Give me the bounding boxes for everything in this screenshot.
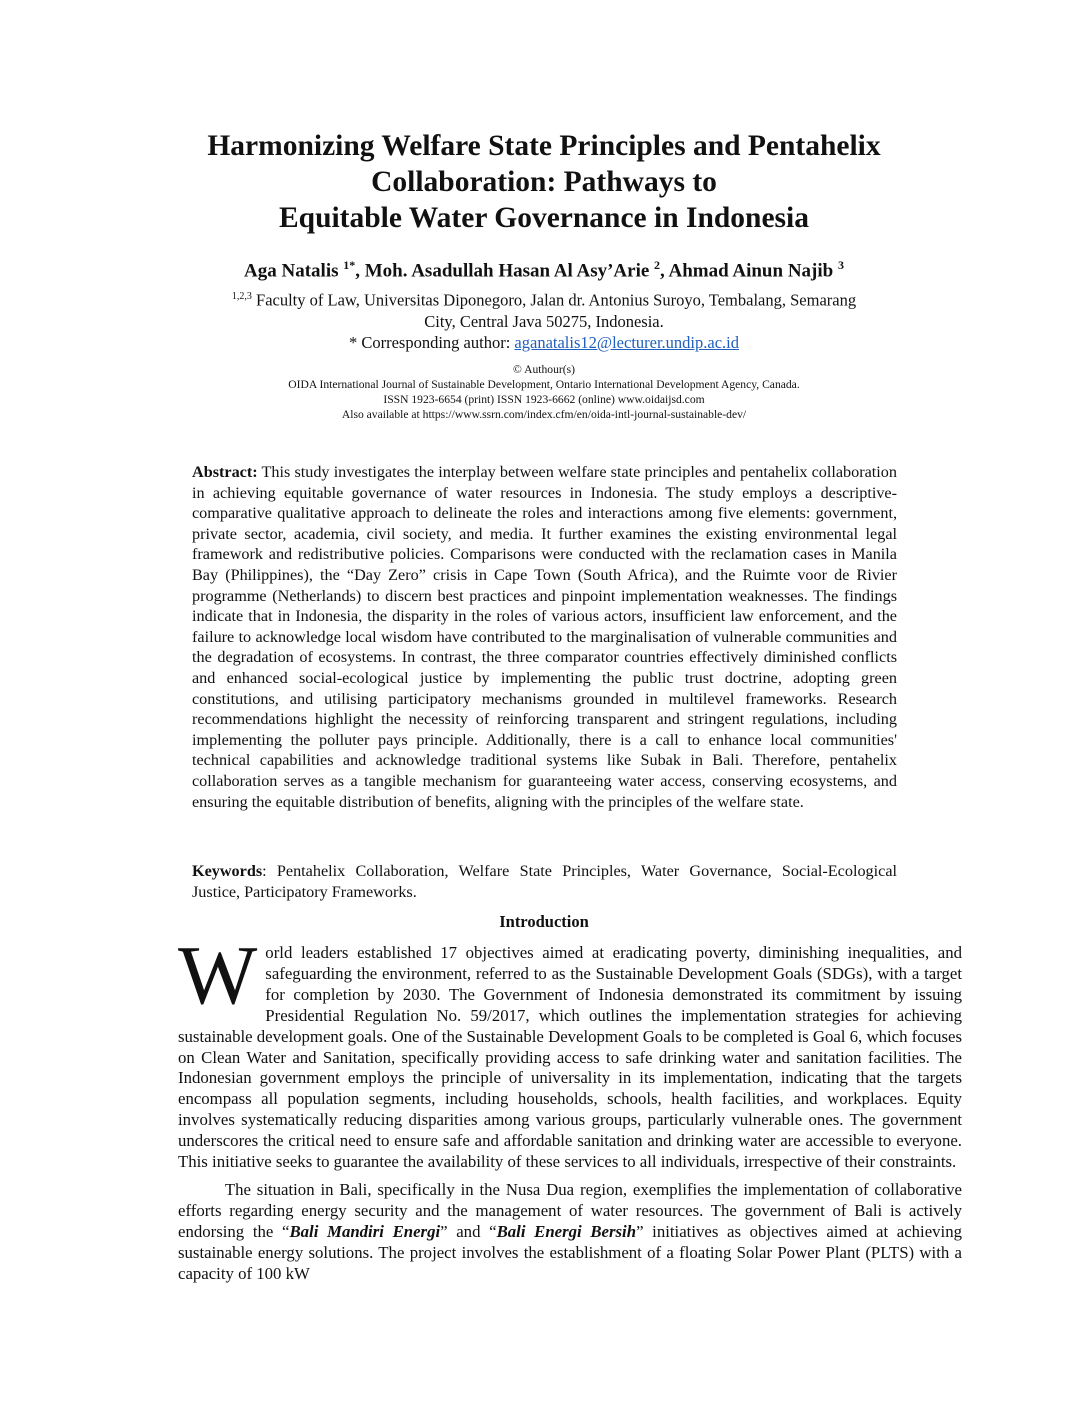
title-line: Collaboration: Pathways to: [371, 166, 717, 198]
section-heading: Introduction: [499, 912, 589, 931]
drop-cap: W: [178, 929, 258, 1022]
paragraph-text: ” initiatives as objectives aimed at achieving sustainable energy solutions. The project involves the establishment of a floating Solar Power Plant (PLTS) with a capacity of 100 kW: [178, 1221, 962, 1283]
keywords-text: : Pentahelix Collaboration, Welfare State Principles, Water Governance, Social-Ecological Justice, Participatory Frameworks.: [192, 862, 897, 901]
affil-line: Faculty of Law, Universitas Diponegoro, Jalan dr. Antonius Suroyo, Tembalang, Semarang: [256, 290, 857, 310]
author-name: Aga Natalis: [244, 260, 339, 282]
author-sup: 3: [837, 258, 844, 272]
affil-sup: 1,2,3: [231, 291, 252, 302]
author-list: Aga Natalis $^{1*}$, Moh. Asadullah Hasan Al Asy’Arie $^2$, Ahmad Ainun Najib $^3$: [244, 258, 844, 282]
journal-line: OIDA International Journal of Sustainable Development, Ontario International Development Agency, Canada.: [288, 378, 800, 391]
copyright: © Authour(s): [513, 363, 575, 376]
corresponding-label: * Corresponding author:: [348, 332, 511, 352]
author-name: Ahmad Ainun Najib: [668, 260, 834, 282]
affiliation: [150, 286, 938, 353]
email-link[interactable]: aganatalis12@lecturer.undip.ac.id: [514, 332, 739, 352]
paragraph-text: The situation in Bali, specifically in the Nusa Dua region, exemplifies the implementation of collaborative efforts regarding energy security and the management of water resources. The government of Bali is actively endorsing the “: [178, 1180, 963, 1241]
author-sup: 1*: [343, 258, 356, 272]
journal-line: Also available at https://www.ssrn.com/index.cfm/en/oida-intl-journal-sustainable-dev/: [341, 408, 747, 421]
journal-info: [100, 362, 988, 422]
italic-term: Bali Energi Bersih: [496, 1221, 637, 1241]
abstract-label: Abstract:: [192, 463, 258, 481]
author-name: Moh. Asadullah Hasan Al Asy’Arie: [364, 260, 650, 282]
body-paragraph: [178, 929, 962, 1173]
italic-term: Bali Mandiri Energi: [289, 1221, 441, 1241]
title-line: Harmonizing Welfare State Principles and Pentahelix: [207, 130, 881, 162]
paragraph-text: ” and “: [440, 1221, 497, 1241]
abstract-text: This study investigates the interplay between welfare state principles and pentahelix collaboration in achieving equitable governance of water resources in Indonesia. The study employs a descriptive-comparative qualitative approach to delineate the roles and interactions among five elements: government, private sector, academia, civil society, and media. It further examines the existing environmental legal framework and redistributive policies. Comparisons were conducted with the reclamation cases in Manila Bay (Philippines), the “Day Zero” crisis in Cape Town (South Africa), and the Ruimte voor de Rivier programme (Netherlands) to discern best practices and pinpoint implementation weaknesses. The findings indicate that in Indonesia, the disparity in the roles of various actors, insufficient law enforcement, and the failure to acknowledge local wisdom have contributed to the marginalisation of vulnerable communities and the degradation of ecosystems. In contrast, the three comparator countries effectively diminished conflicts and enhanced social-ecological justice by implementing the public trust doctrine, adopting green constitutions, and utilising participatory mechanisms grounded in multilevel frameworks. Research recommendations highlight the necessity of reinforcing transparent and stringent regulations, including implementing the polluter pays principle. Additionally, there is a call to enhance local communities' technical capabilities and acknowledge traditional systems like Subak in Bali. Therefore, pentahelix collaboration serves as a tangible mechanism for guaranteeing water access, conserving ecosystems, and ensuring the equitable distribution of benefits, aligning with the principles of the welfare state.: [192, 463, 897, 811]
body-paragraph: [178, 1180, 962, 1285]
abstract: [192, 462, 897, 812]
paragraph-text: orld leaders established 17 objectives aimed at eradicating poverty, diminishing inequalities, and safeguarding the environment, referred to as the Sustainable Development Goals (SDGs), with a target for completion by 2030. The Government of Indonesia demonstrated its commitment by issuing Presidential Regulation No. 59/2017, which outlines the implementation strategies for achieving sustainable development goals. One of the Sustainable Development Goals to be completed is Goal 6, which focuses on Clean Water and Sanitation, specifically providing access to safe drinking water and sanitation facilities. The Indonesian government employs the principle of universality in its implementation, indicating that the targets encompass all population segments, including households, schools, health facilities, and workplaces. Equity involves systematically reducing disparities among various groups, particularly vulnerable ones. The government underscores the critical need to ensure safe and affordable sanitation and drinking water are accessible to everyone. This initiative seeks to guarantee the availability of these services to all individuals, irrespective of their constraints.: [178, 943, 962, 1172]
author-sup: 2: [654, 258, 661, 272]
keywords-label: Keywords: [192, 862, 263, 880]
keywords: [192, 861, 897, 902]
journal-line: ISSN 1923-6654 (print) ISSN 1923-6662 (online) www.oidaijsd.com: [383, 393, 705, 406]
paper-title: [100, 128, 988, 236]
title-line: Equitable Water Governance in Indonesia: [279, 202, 809, 234]
affil-line: City, Central Java 50275, Indonesia.: [424, 311, 664, 331]
